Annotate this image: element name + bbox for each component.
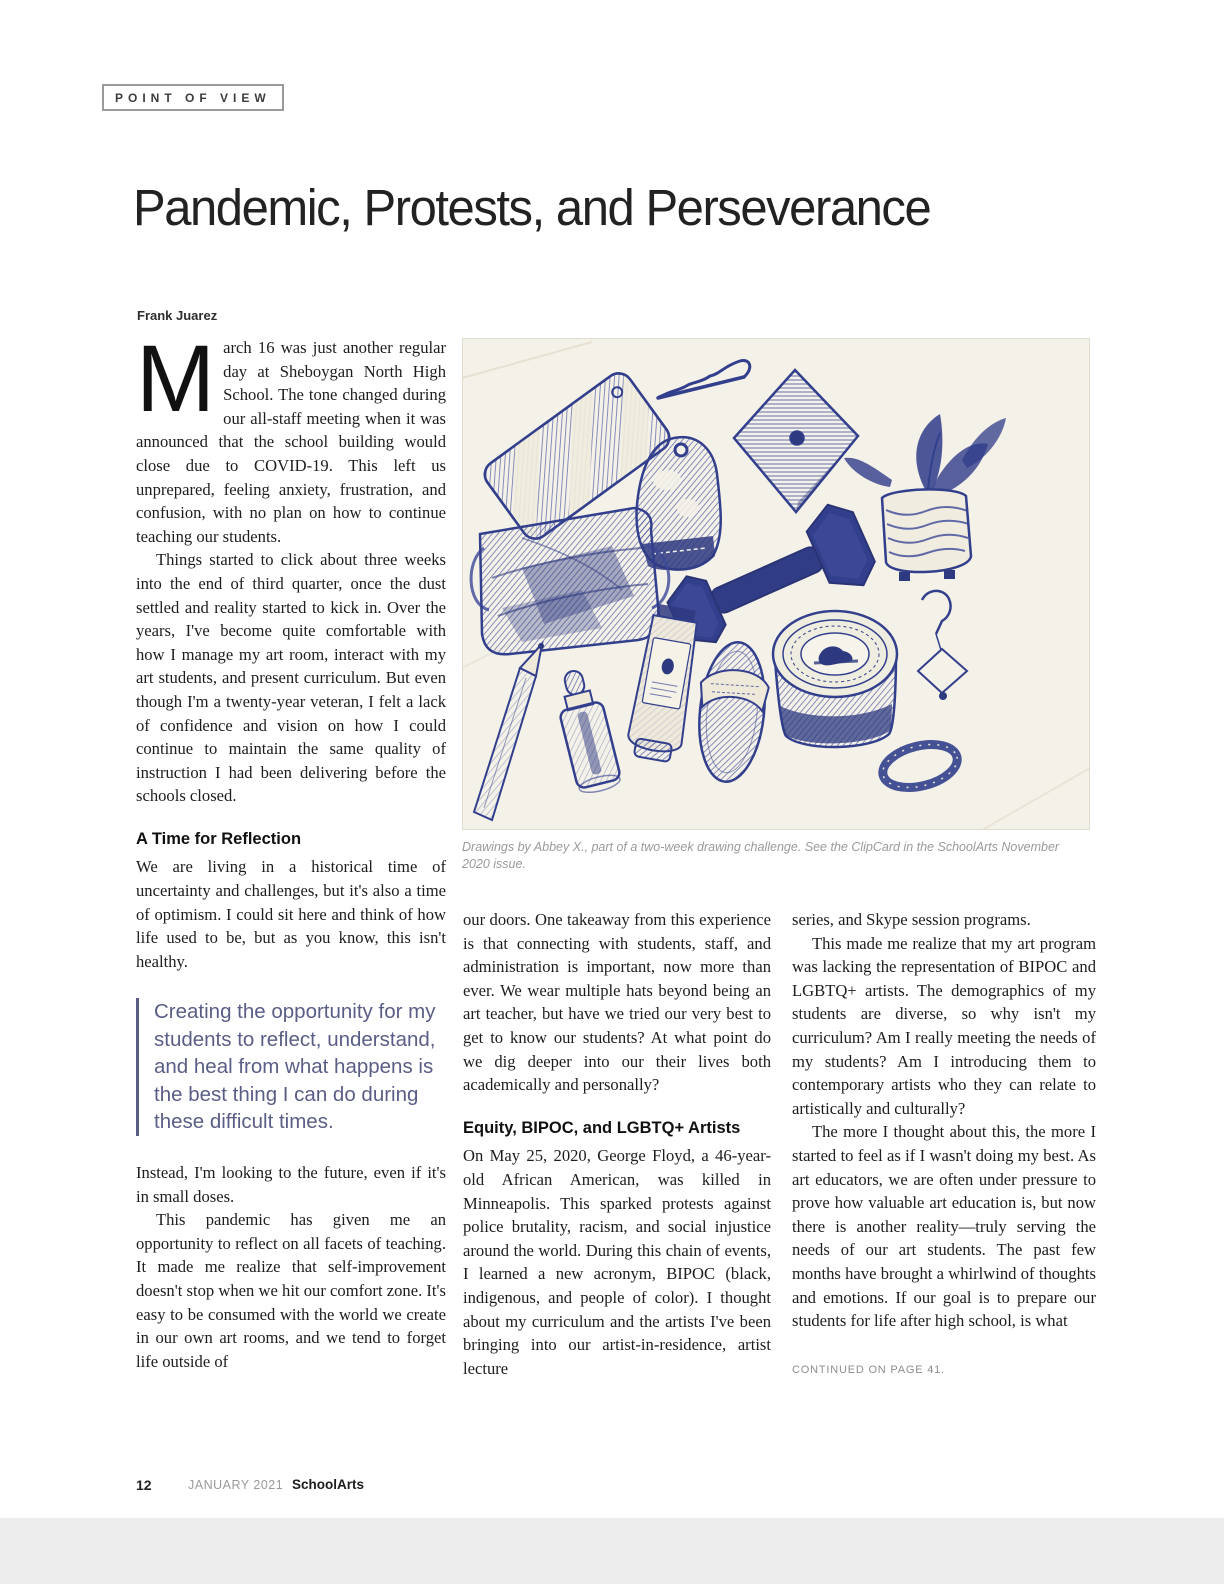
pull-quote: Creating the opportunity for my students to reflect, understand, and heal from what happens is the best thing I can do during these difficult times. [136,998,446,1136]
page-number: 12 [136,1477,152,1493]
body-paragraph: The more I thought about this, the more I started to feel as if I wasn't doing my best. As art educators, we are often under pressure to prove how valuable art education is, but now there is another reality—truly serving the needs of our art students. The past few months have brought a whirlwind of thoughts and emotions. If our goal is to prepare our students for life after high school, is what [792,1122,1096,1331]
column-2 [463,908,771,1380]
article-title: Pandemic, Protests, and Perseverance [133,179,931,236]
body-paragraph: This made me realize that my art program was lacking the representation of BIPOC and LGBTQ+ artists. The demographics of my students are diverse, so why isn't my curriculum? Am I really meeting the needs of my students? Am I introducing them to contemporary artists who they can relate to artistically and culturally? [792,933,1096,1118]
face-mask-drawing [471,508,669,654]
page-footer [136,1477,1036,1493]
drawings-image [462,338,1090,830]
body-paragraph: This pandemic has given me an opportunity to reflect on all facets of teaching. It made me realize that self-improvement doesn't stop when we hit our comfort zone. It's easy to be consumed with the world we create in our own art rooms, and we tend to forget life outside of [136,1210,446,1371]
body-paragraph: series, and Skype session programs. [792,910,1031,929]
body-paragraph: Things started to click about three weeks into the end of third quarter, once the dust settled and reality started to kick in. Over the years, I've become quite comfortable with how I manage my art room, interact with my art students, and present curriculum. But even though I'm a twenty-year veteran, I felt a lack of confidence and vision on how I could continue to maintain the same quality of instruction I had been delivering before the schools closed. [136,550,446,806]
magazine-name: SchoolArts [292,1477,365,1492]
author-byline: Frank Juarez [137,308,218,323]
figure-caption: Drawings by Abbey X., part of a two-week drawing challenge. See the ClipCard in the SchoolArts November 2020 issue. [462,840,1060,871]
tin-jar-drawing [773,611,897,747]
section-tag: POINT OF VIEW [102,84,284,111]
section-heading-equity: Equity, BIPOC, and LGBTQ+ Artists [463,1118,741,1137]
column-3 [792,908,1096,1382]
continued-note: CONTINUED ON PAGE 41. [792,1363,945,1376]
issue-date: JANUARY 2021 [188,1478,284,1492]
column-1 [136,326,446,1373]
body-paragraph: our doors. One takeaway from this experience is that connecting with students, staff, and administration is important, now more than ever. We wear multiple hats beyond being an art teacher, but have we tried our very best to get to know our students? At what point do we dig deeper into our their lives both academically and personally? [463,910,771,1095]
section-heading-reflection: A Time for Reflection [136,829,302,848]
drop-cap: M [136,326,216,432]
body-paragraph: We are living in a historical time of uncertainty and challenges, but it's also a time of optimism. I could sit here and think of how life used to be, but as you know, this isn't healthy. [136,857,446,971]
body-paragraph: Instead, I'm looking to the future, even if it's in small doses. [136,1162,446,1206]
body-paragraph: On May 25, 2020, George Floyd, a 46-year-old African American, was killed in Minneapolis. This sparked protests against police brutality, racism, and social injustice around the world. During this chain of events, I learned a new acronym, BIPOC (black, indigenous, and people of color). I thought about my curriculum and the artists I've been bringing into our artist-in-residence, artist lecture [463,1146,771,1378]
body-paragraph: March 16 was just another regular day at Sheboygan North High School. The tone changed during our all-staff meeting when it was announced that the school building would close due to COVID-19. This left us unprepared, feeling anxiety, frustration, and confusion, with no plan on how to continue teaching our students. [136,326,446,546]
page-background-strip [0,1518,1224,1584]
article-illustration [462,338,1090,873]
